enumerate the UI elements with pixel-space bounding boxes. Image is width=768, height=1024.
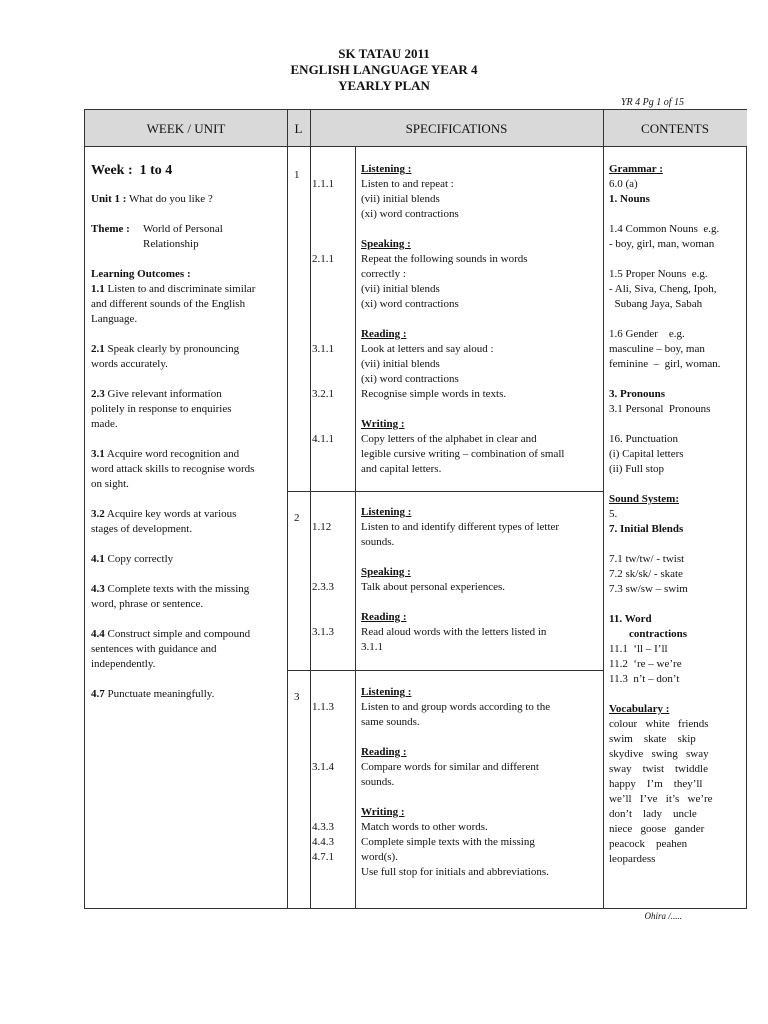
spec-line: legible cursive writing – combination of small: [361, 448, 565, 460]
learning-outcome: 1.1 Listen to and discriminate similar and different sounds of the English Language.: [91, 283, 256, 325]
theme-line: Theme : World of Personal Relationship: [91, 223, 223, 250]
spec-line: sounds.: [361, 536, 395, 548]
spec-line: (xi) word contractions: [361, 298, 459, 310]
spec-line: (vii) initial blends: [361, 193, 440, 205]
learning-outcome: 4.7 Punctuate meaningfully.: [91, 688, 215, 700]
row-divider: [287, 491, 603, 492]
spec-section: [361, 237, 601, 312]
spec-code: 3.2.1: [312, 388, 334, 400]
spec-code: 3.1.1: [312, 343, 334, 355]
initial-blends-heading: 7. Initial Blends: [609, 523, 684, 535]
spec-line: word(s).: [361, 851, 398, 863]
vocabulary-heading: Vocabulary :: [609, 703, 670, 715]
spec-codes-1: [312, 162, 354, 477]
contents-line: Subang Jaya, Sabah: [609, 298, 703, 310]
spec-code: 1.1.3: [312, 701, 334, 713]
contents-line: - Ali, Siva, Cheng, Ipoh,: [609, 283, 717, 295]
spec-section-codes: [312, 610, 354, 655]
nouns-heading: 1. Nouns: [609, 193, 650, 205]
spec-text-3: [361, 685, 601, 880]
divider: [310, 110, 311, 908]
spec-section: [361, 805, 601, 880]
contents-line: colour white friends: [609, 718, 709, 730]
school-title: SK TATAU 2011: [338, 46, 430, 61]
vocabulary-list: [609, 717, 741, 867]
spec-code: [312, 805, 354, 820]
contents-line: 7.1 tw/tw/ - twist: [609, 553, 685, 565]
lesson-number: 3: [294, 691, 300, 703]
learning-outcome: 3.2 Acquire key words at various stages of development.: [91, 508, 237, 535]
skill-heading: Speaking :: [361, 566, 411, 578]
spec-code: 4.7.1: [312, 851, 334, 863]
spec-section: [361, 327, 601, 402]
skill-heading: Listening :: [361, 163, 412, 175]
contents-line: feminine – girl, woman.: [609, 358, 721, 370]
lesson-number: 2: [294, 512, 300, 524]
skill-heading: Writing :: [361, 806, 405, 818]
spec-line: Copy letters of the alphabet in clear and: [361, 433, 537, 445]
spec-section-codes: [312, 565, 354, 595]
contents-line: 1.4 Common Nouns e.g.: [609, 223, 720, 235]
contents-line: we’ll I’ve it’s we’re: [609, 793, 713, 805]
row-divider: [287, 670, 603, 671]
contents-line: - boy, girl, man, woman: [609, 238, 715, 250]
spec-code: [312, 237, 354, 252]
spec-code: [312, 207, 354, 222]
gender: [609, 327, 741, 372]
spec-code: [312, 505, 354, 520]
grammar-heading: Grammar :: [609, 163, 663, 175]
learning-outcomes-heading: Learning Outcomes :: [91, 268, 191, 280]
proper-nouns: [609, 267, 741, 312]
spec-code: [312, 372, 354, 387]
divider: [355, 147, 356, 908]
punctuation: [609, 432, 741, 477]
spec-code: [312, 715, 354, 730]
spec-code: [312, 267, 354, 282]
spec-line: Look at letters and say aloud :: [361, 343, 494, 355]
week-unit-cell: [91, 162, 286, 702]
spec-code: [312, 297, 354, 312]
spec-code: [312, 685, 354, 700]
spec-line: (xi) word contractions: [361, 373, 459, 385]
spec-code: 4.3.3: [312, 821, 334, 833]
header-specifications: SPECIFICATIONS: [310, 110, 603, 147]
spec-code: [312, 640, 354, 655]
spec-code: [312, 462, 354, 477]
contents-line: 1.5 Proper Nouns e.g.: [609, 268, 708, 280]
page-reference: YR 4 Pg 1 of 15: [620, 97, 684, 108]
spec-code: 1.1.1: [312, 178, 334, 190]
sound-system-heading: Sound System:: [609, 493, 679, 505]
spec-text-2: [361, 505, 601, 655]
footer-note: Ohira /.....: [644, 911, 682, 921]
subject-title: ENGLISH LANGUAGE YEAR 4: [290, 62, 478, 77]
contents-line: (i) Capital letters: [609, 448, 684, 460]
contents-line: 11.3 n’t – don’t: [609, 673, 680, 685]
plan-title: YEARLY PLAN: [338, 78, 430, 93]
spec-code: 1.12: [312, 521, 332, 533]
spec-line: 3.1.1: [361, 641, 383, 653]
contents-line: niece goose gander: [609, 823, 705, 835]
spec-line: Compare words for similar and different: [361, 761, 539, 773]
spec-code: [312, 610, 354, 625]
spec-code: 2.1.1: [312, 253, 334, 265]
pronouns: [609, 402, 741, 417]
spec-code: [312, 565, 354, 580]
spec-line: Read aloud words with the letters listed in: [361, 626, 547, 638]
spec-code: [312, 447, 354, 462]
spec-line: correctly :: [361, 268, 406, 280]
spec-line: and capital letters.: [361, 463, 442, 475]
spec-code: 3.1.4: [312, 761, 334, 773]
spec-line: Listen to and repeat :: [361, 178, 454, 190]
spec-section: [361, 162, 601, 222]
spec-section-codes: [312, 417, 354, 477]
spec-code: [312, 192, 354, 207]
spec-line: Repeat the following sounds in words: [361, 253, 528, 265]
spec-code: [312, 775, 354, 790]
pronouns-heading: 3. Pronouns: [609, 388, 666, 400]
spec-section: [361, 565, 601, 595]
divider: [603, 110, 604, 908]
contents-cell: [609, 162, 741, 867]
sound-ref: 5.: [609, 508, 618, 520]
spec-code: [312, 865, 354, 880]
spec-section: [361, 610, 601, 655]
spec-line: (vii) initial blends: [361, 358, 440, 370]
contents-line: 16. Punctuation: [609, 433, 679, 445]
contents-line: skydive swing sway: [609, 748, 709, 760]
skill-heading: Listening :: [361, 506, 412, 518]
learning-outcome: 4.3 Complete texts with the missing word, phrase or sentence.: [91, 583, 250, 610]
spec-code: [312, 417, 354, 432]
spec-code: [312, 535, 354, 550]
skill-heading: Reading :: [361, 328, 407, 340]
spec-code: [312, 282, 354, 297]
skill-heading: Speaking :: [361, 238, 411, 250]
contents-line: 3.1 Personal Pronouns: [609, 403, 711, 415]
learning-outcome: 4.1 Copy correctly: [91, 553, 174, 565]
contents-line: sway twist twiddle: [609, 763, 708, 775]
header-contents: CONTENTS: [603, 110, 747, 147]
contents-line: happy I’m they’ll: [609, 778, 703, 790]
learning-outcome: 2.3 Give relevant information politely in response to enquiries made.: [91, 388, 232, 430]
skill-heading: Listening :: [361, 686, 412, 698]
spec-line: same sounds.: [361, 716, 420, 728]
skill-heading: Writing :: [361, 418, 405, 430]
spec-text-1: [361, 162, 601, 477]
spec-line: (vii) initial blends: [361, 283, 440, 295]
learning-outcomes-list: [91, 282, 286, 702]
common-nouns: [609, 222, 741, 252]
spec-code: 4.4.3: [312, 836, 334, 848]
contents-line: peacock peahen: [609, 838, 688, 850]
spec-line: Recognise simple words in texts.: [361, 388, 507, 400]
contents-line: 7.2 sk/sk/ - skate: [609, 568, 683, 580]
learning-outcome: 3.1 Acquire word recognition and word attack skills to recognise words on sight.: [91, 448, 255, 490]
spec-section-codes: [312, 745, 354, 790]
spec-section-codes: [312, 685, 354, 730]
spec-code: [312, 327, 354, 342]
spec-section: [361, 685, 601, 730]
initial-blends: [609, 552, 741, 597]
contents-line: masculine – boy, man: [609, 343, 705, 355]
spec-codes-2: [312, 505, 354, 655]
contents-line: 7.3 sw/sw – swim: [609, 583, 688, 595]
spec-line: Talk about personal experiences.: [361, 581, 506, 593]
spec-section-codes: [312, 505, 354, 550]
spec-line: sounds.: [361, 776, 395, 788]
spec-section-codes: [312, 162, 354, 222]
spec-line: Match words to other words.: [361, 821, 488, 833]
spec-section: [361, 505, 601, 550]
spec-code: [312, 162, 354, 177]
spec-code: 4.1.1: [312, 433, 334, 445]
contents-line: 11.1 ‘ll – I’ll: [609, 643, 668, 655]
header-l: L: [287, 110, 310, 147]
lesson-number: 1: [294, 169, 300, 181]
word-contractions: [609, 642, 741, 687]
contents-line: don’t lady uncle: [609, 808, 697, 820]
divider: [287, 110, 288, 908]
contents-line: (ii) Full stop: [609, 463, 665, 475]
week-heading: Week : 1 to 4: [91, 163, 173, 178]
contractions-heading: 11. Word contractions: [609, 613, 688, 640]
spec-code: [312, 745, 354, 760]
spec-line: Listen to and group words according to the: [361, 701, 551, 713]
spec-section: [361, 745, 601, 790]
contents-line: 1.6 Gender e.g.: [609, 328, 685, 340]
spec-code: 2.3.3: [312, 581, 334, 593]
skill-heading: Reading :: [361, 611, 407, 623]
contents-line: 11.2 ‘re – we’re: [609, 658, 682, 670]
header-week-unit: WEEK / UNIT: [85, 110, 287, 147]
spec-code: 3.1.3: [312, 626, 334, 638]
contents-line: swim skate skip: [609, 733, 696, 745]
spec-code: [312, 357, 354, 372]
learning-outcome: 4.4 Construct simple and compound sentences with guidance and independently.: [91, 628, 251, 670]
learning-outcome: 2.1 Speak clearly by pronouncing words accurately.: [91, 343, 240, 370]
grammar-ref: 6.0 (a): [609, 178, 638, 190]
spec-section-codes: [312, 237, 354, 312]
spec-line: Listen to and identify different types of letter: [361, 521, 560, 533]
unit-line: Unit 1 : What do you like ?: [91, 193, 213, 205]
contents-line: leopardess: [609, 853, 656, 865]
spec-section: [361, 417, 601, 477]
skill-heading: Reading :: [361, 746, 407, 758]
spec-codes-3: [312, 685, 354, 880]
spec-line: Use full stop for initials and abbreviations.: [361, 866, 549, 878]
spec-section-codes: [312, 805, 354, 880]
spec-line: Complete simple texts with the missing: [361, 836, 535, 848]
spec-line: (xi) word contractions: [361, 208, 459, 220]
spec-section-codes: [312, 327, 354, 402]
